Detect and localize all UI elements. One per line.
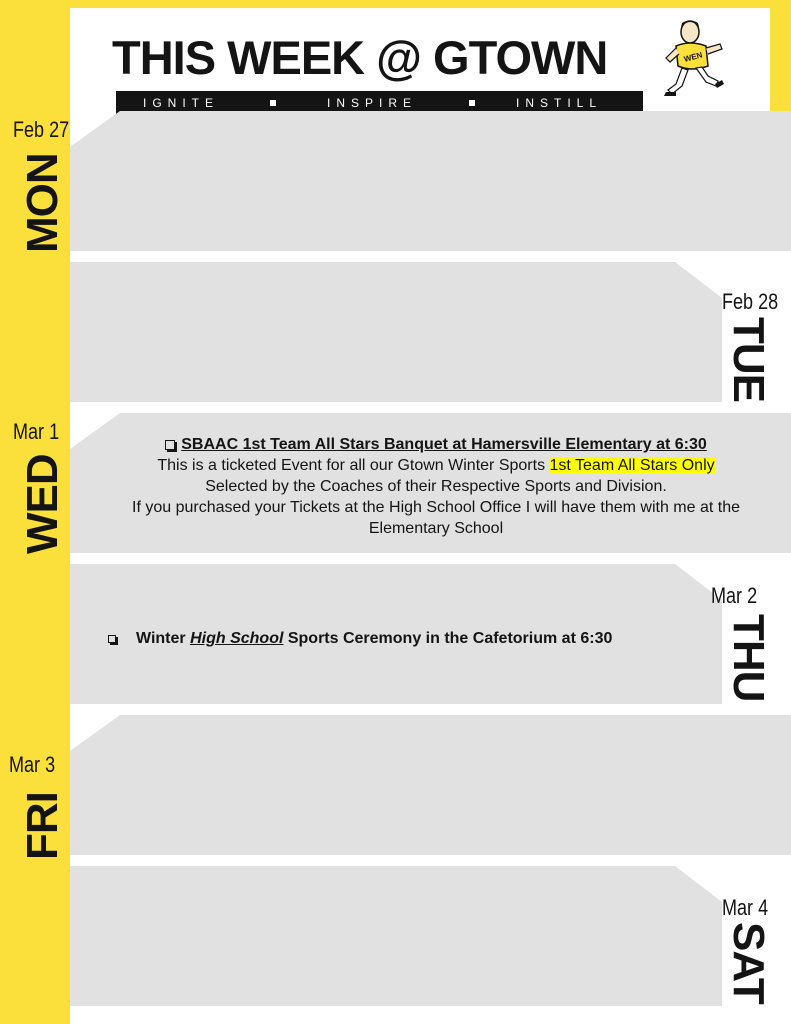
day-label-sat: SAT xyxy=(724,922,773,1004)
thu-event-text-pre: Winter xyxy=(136,630,191,647)
thu-event xyxy=(108,628,612,649)
date-label-wed: Mar 1 xyxy=(13,419,60,444)
date-label-sat: Mar 4 xyxy=(722,895,769,920)
wed-event-line1-text: This is a ticketed Event for all our Gtown Winter Sports xyxy=(157,457,550,474)
wed-event-title: SBAAC 1st Team All Stars Banquet at Hamersville Elementary at 6:30 xyxy=(181,436,707,453)
mascot-badge-text: WEN xyxy=(682,50,704,64)
mascot-logo xyxy=(660,18,734,100)
thu-event-text-post: Sports Ceremony in the Cafetorium at 6:30 xyxy=(283,630,613,647)
wed-event-line2: Selected by the Coaches of their Respective Sports and Division. xyxy=(205,478,667,495)
date-label-tue: Feb 28 xyxy=(722,289,779,314)
tagline-separator xyxy=(469,100,475,106)
checkbox-icon xyxy=(108,635,116,643)
highlight-text: 1st Team All Stars Only xyxy=(549,457,715,474)
date-label-fri: Mar 3 xyxy=(9,752,56,777)
tagline-word: IGNITE xyxy=(143,96,220,110)
top-accent-bar xyxy=(0,0,791,8)
wed-event xyxy=(98,434,774,539)
day-panel-sat xyxy=(70,866,722,1006)
day-label-thu: THU xyxy=(724,614,773,702)
tagline-word: INSTILL xyxy=(516,96,603,110)
day-label-wed: WED xyxy=(18,454,67,554)
day-panel-mon xyxy=(70,111,791,251)
wed-event-title-row xyxy=(98,434,774,455)
day-label-fri: FRI xyxy=(18,792,67,860)
thu-event-emphasis: High School xyxy=(190,630,284,647)
date-label-mon: Feb 27 xyxy=(13,117,70,142)
wed-event-line1 xyxy=(98,455,774,476)
day-label-mon: MON xyxy=(18,153,67,253)
day-label-tue: TUE xyxy=(724,317,773,402)
right-accent-bar xyxy=(770,0,791,115)
date-label-thu: Mar 2 xyxy=(711,583,758,608)
day-panel-fri xyxy=(70,715,791,855)
tagline-word: INSPIRE xyxy=(327,96,418,110)
checkbox-icon xyxy=(165,440,175,450)
page-title: THIS WEEK @ GTOWN xyxy=(112,31,608,84)
tagline-separator xyxy=(270,100,276,106)
day-panel-tue xyxy=(70,262,722,402)
wed-event-line3: If you purchased your Tickets at the High School Office I will have them with me at the Elementary School xyxy=(132,499,740,537)
